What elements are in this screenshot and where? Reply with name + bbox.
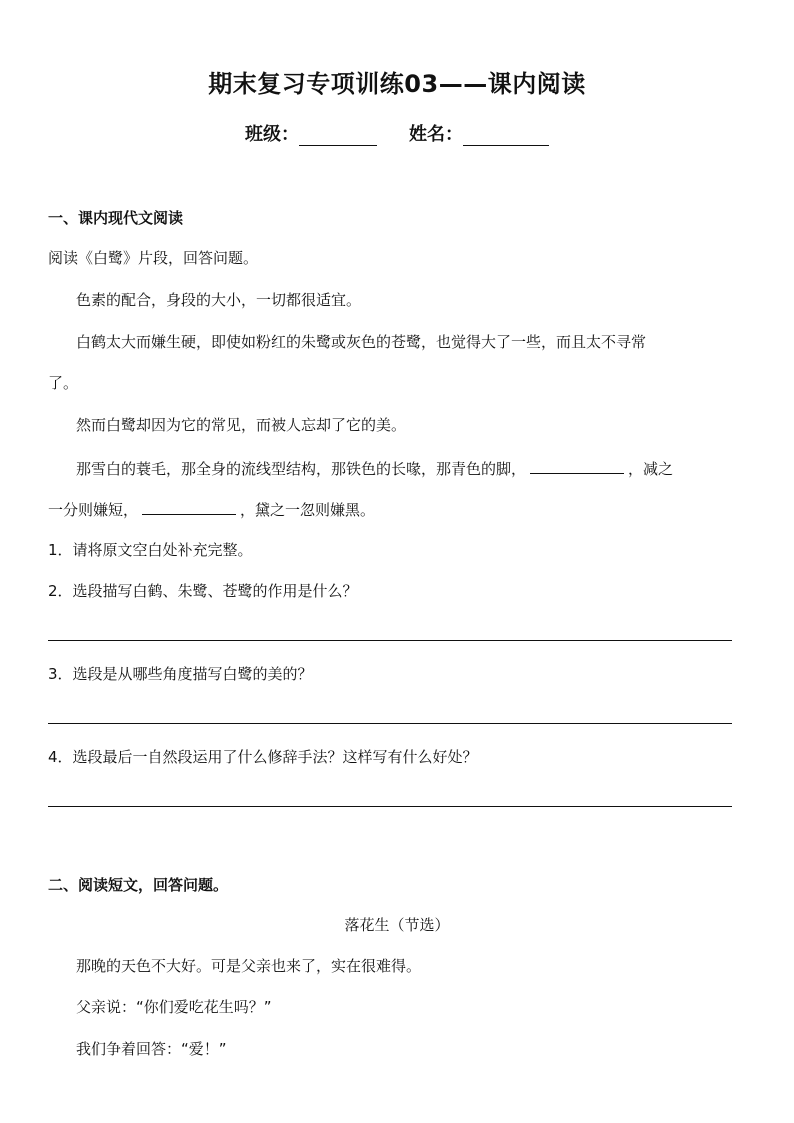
student-info-row <box>0 120 794 146</box>
passage-paragraph-2-cont: 了。 <box>48 374 79 392</box>
fill-blank-2[interactable] <box>142 498 236 515</box>
passage-paragraph-4: 那雪白的蓑毛，那全身的流线型结构，那铁色的长喙，那青色的脚， ，减之 <box>76 457 673 479</box>
question-3: 3．选段是从哪些角度描写白鹭的美的？ <box>48 665 313 683</box>
passage-paragraph-4-cont: 一分则嫌短， ，黛之一忽则嫌黑。 <box>48 498 375 520</box>
story-paragraph-2: 父亲说：“你们爱吃花生吗？” <box>76 998 272 1016</box>
class-label: 班级： <box>245 124 299 145</box>
question-4: 4．选段最后一自然段运用了什么修辞手法？这样写有什么好处？ <box>48 748 478 766</box>
name-blank[interactable] <box>463 125 549 146</box>
passage-paragraph-3: 然而白鹭却因为它的常见，而被人忘却了它的美。 <box>76 416 407 434</box>
passage-paragraph-2: 白鹤太大而嫌生硬，即使如粉红的朱鹭或灰色的苍鹭，也觉得大了一些，而且太不寻常 <box>76 333 647 351</box>
fill-blank-1[interactable] <box>530 457 624 474</box>
answer-line-4[interactable] <box>48 806 732 807</box>
section1-heading: 一、课内现代文阅读 <box>48 209 184 227</box>
story-paragraph-1: 那晚的天色不大好。可是父亲也来了，实在很难得。 <box>76 957 422 975</box>
class-blank[interactable] <box>299 125 377 146</box>
question-1: 1．请将原文空白处补充完整。 <box>48 541 253 559</box>
page-title: 期末复习专项训练03——课内阅读 <box>208 70 586 98</box>
passage-title: 落花生（节选） <box>344 916 450 934</box>
section1-intro: 阅读《白鹭》片段，回答问题。 <box>48 249 259 267</box>
answer-line-2[interactable] <box>48 640 732 641</box>
passage-paragraph-1: 色素的配合，身段的大小，一切都很适宜。 <box>76 291 362 309</box>
story-paragraph-3: 我们争着回答：“爱！” <box>76 1040 227 1058</box>
question-2: 2．选段描写白鹤、朱鹭、苍鹭的作用是什么？ <box>48 582 358 600</box>
section2-heading: 二、阅读短文，回答问题。 <box>48 876 229 894</box>
answer-line-3[interactable] <box>48 723 732 724</box>
name-label: 姓名： <box>409 124 463 145</box>
